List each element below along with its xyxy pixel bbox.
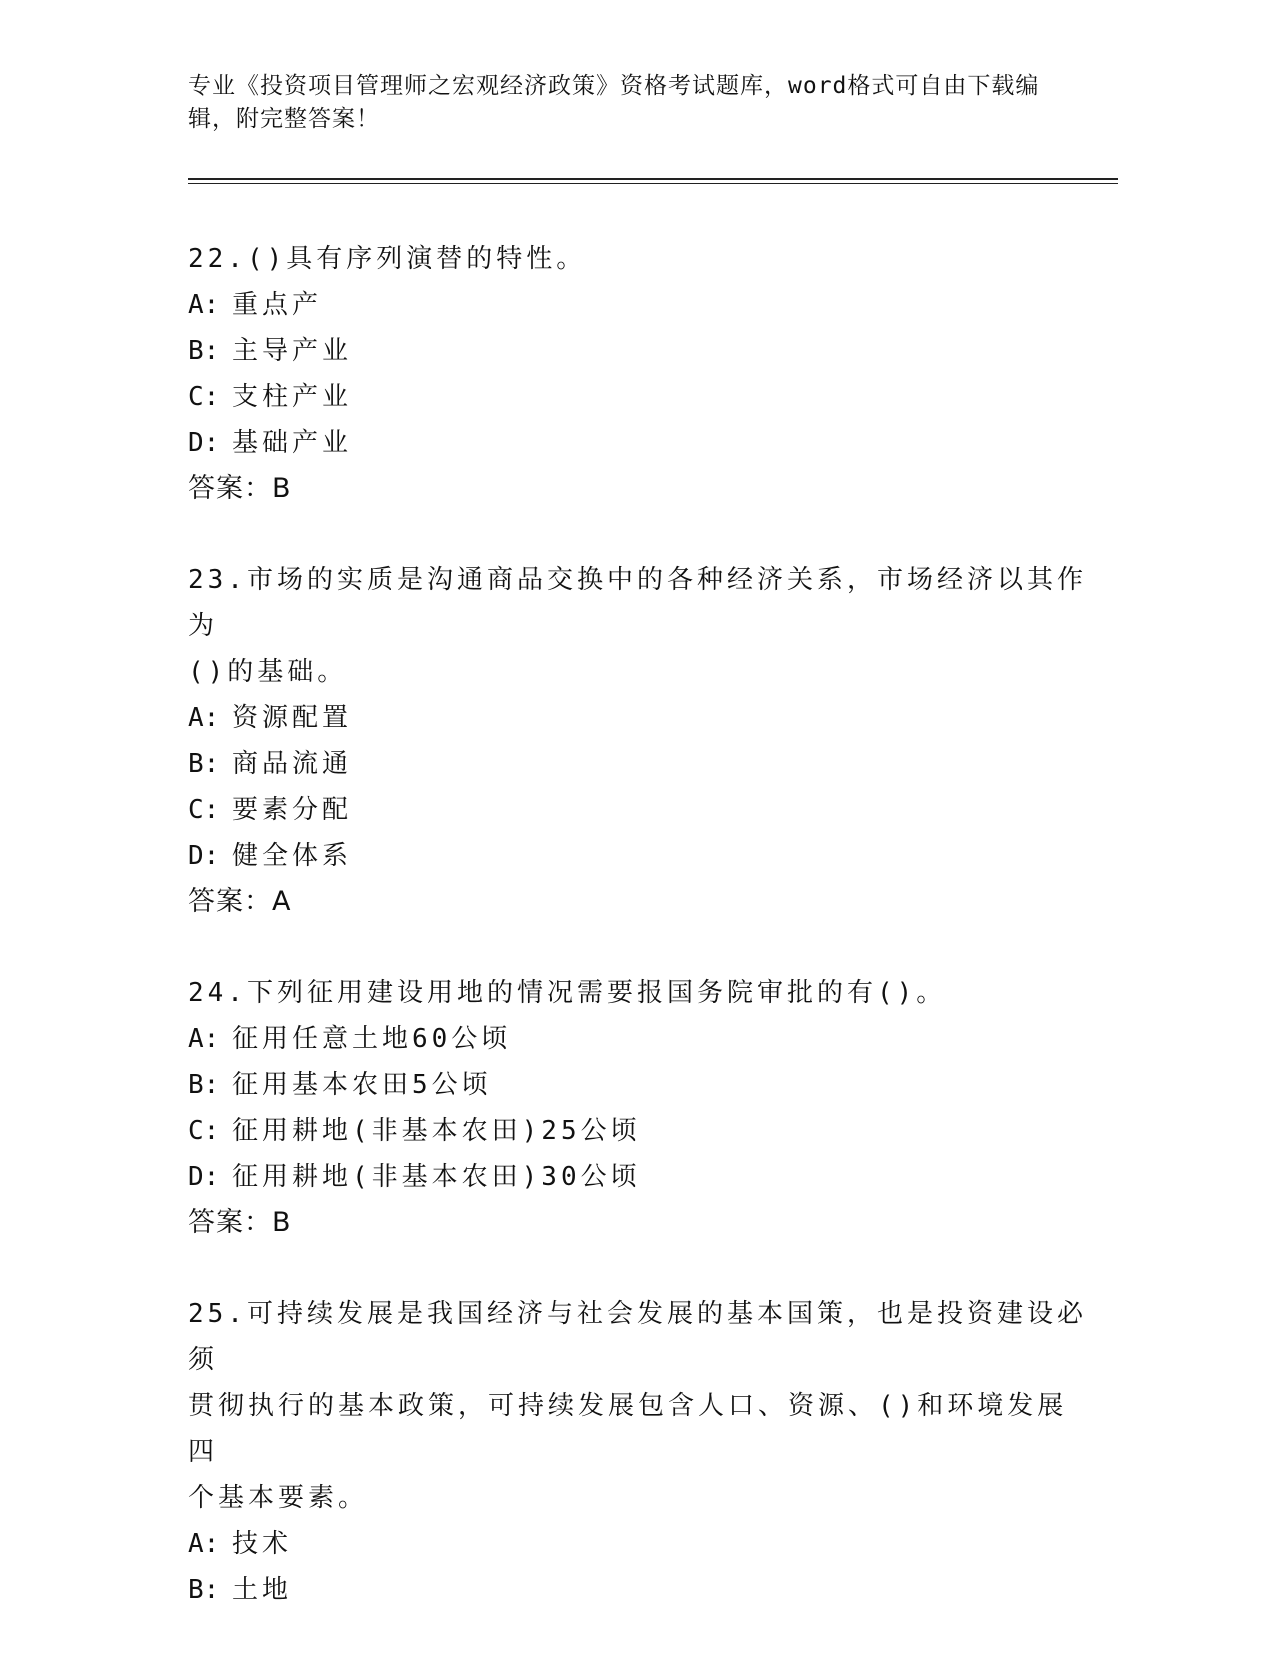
option-a xyxy=(188,282,1088,328)
option-letter: D: xyxy=(188,428,220,458)
option-letter: C: xyxy=(188,382,220,412)
option-b xyxy=(188,1062,1088,1108)
option-text: 商品流通 xyxy=(232,749,353,779)
option-text: 主导产业 xyxy=(232,336,353,366)
option-letter: C: xyxy=(188,1116,220,1146)
option-text: 土地 xyxy=(232,1575,293,1605)
option-b xyxy=(188,328,1088,374)
option-d xyxy=(188,833,1088,879)
header-divider xyxy=(188,178,1118,180)
option-letter: B: xyxy=(188,336,220,366)
option-d xyxy=(188,1154,1088,1200)
option-text: 支柱产业 xyxy=(232,382,353,412)
option-text: 征用基本农田5公顷 xyxy=(232,1070,492,1100)
question-stem: 贯彻执行的基本政策，可持续发展包含人口、资源、()和环境发展四 xyxy=(188,1391,1068,1467)
question-stem: 23.市场的实质是沟通商品交换中的各种经济关系，市场经济以其作为 xyxy=(188,565,1087,641)
question-block xyxy=(188,236,1088,512)
question-block xyxy=(188,557,1088,925)
option-letter: C: xyxy=(188,795,220,825)
option-text: 征用耕地(非基本农田)25公顷 xyxy=(232,1116,641,1146)
answer-line: 答案：B xyxy=(188,1207,292,1238)
option-letter: D: xyxy=(188,1162,220,1192)
answer-line: 答案：B xyxy=(188,473,292,504)
option-text: 基础产业 xyxy=(232,428,353,458)
question-stem: 22.()具有序列演替的特性。 xyxy=(188,244,587,274)
option-letter: A: xyxy=(188,1024,220,1054)
option-text: 技术 xyxy=(232,1529,293,1559)
option-letter: A: xyxy=(188,1529,220,1559)
question-block xyxy=(188,970,1088,1246)
question-stem: 25.可持续发展是我国经济与社会发展的基本国策，也是投资建设必须 xyxy=(188,1299,1087,1375)
option-letter: B: xyxy=(188,1575,220,1605)
option-b xyxy=(188,1567,1088,1613)
question-list xyxy=(188,236,1088,1658)
option-letter: A: xyxy=(188,290,220,320)
document-header xyxy=(188,70,1088,136)
option-c xyxy=(188,1108,1088,1154)
option-d xyxy=(188,420,1088,466)
option-text: 要素分配 xyxy=(232,795,353,825)
option-a xyxy=(188,1016,1088,1062)
option-b xyxy=(188,741,1088,787)
option-text: 健全体系 xyxy=(232,841,353,871)
header-divider-thin xyxy=(188,183,1118,184)
option-c xyxy=(188,787,1088,833)
option-letter: A: xyxy=(188,703,220,733)
question-block xyxy=(188,1291,1088,1613)
option-text: 征用任意土地60公顷 xyxy=(232,1024,512,1054)
option-text: 征用耕地(非基本农田)30公顷 xyxy=(232,1162,641,1192)
question-stem: 24.下列征用建设用地的情况需要报国务院审批的有()。 xyxy=(188,978,947,1008)
option-text: 重点产 xyxy=(232,290,323,320)
header-line-1: 专业《投资项目管理师之宏观经济政策》资格考试题库，word格式可自由下载编 xyxy=(188,73,1040,99)
option-a xyxy=(188,695,1088,741)
question-stem: 个基本要素。 xyxy=(188,1483,369,1513)
option-letter: D: xyxy=(188,841,220,871)
option-text: 资源配置 xyxy=(232,703,353,733)
option-letter: B: xyxy=(188,749,220,779)
option-letter: B: xyxy=(188,1070,220,1100)
question-stem: ()的基础。 xyxy=(188,657,348,687)
answer-line: 答案：A xyxy=(188,886,292,917)
option-a xyxy=(188,1521,1088,1567)
header-line-2: 辑，附完整答案！ xyxy=(188,106,380,132)
option-c xyxy=(188,374,1088,420)
